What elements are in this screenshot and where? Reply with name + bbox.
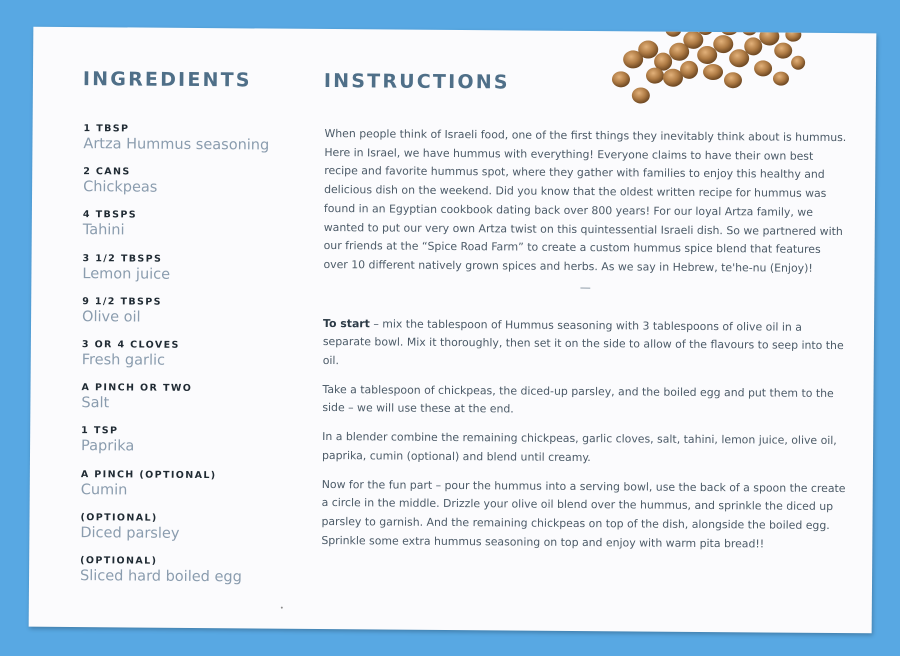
- chickpea: [703, 64, 723, 80]
- print-dot: [281, 607, 283, 609]
- ingredients-heading: INGREDIENTS: [82, 68, 252, 92]
- ingredient-item: [80, 555, 300, 600]
- instructions-body: [321, 125, 848, 564]
- ingredient-name: Olive oil: [82, 308, 141, 326]
- ingredient-item: [81, 425, 301, 470]
- chickpea: [638, 40, 658, 58]
- chickpea: [646, 68, 664, 84]
- chickpea: [791, 56, 805, 70]
- ingredient-quantity: A PINCH OR TWO: [81, 382, 193, 395]
- chickpea: [697, 46, 717, 64]
- ingredient-quantity: (OPTIONAL): [80, 511, 158, 524]
- chickpea: [612, 71, 630, 87]
- chickpea: [720, 27, 738, 36]
- ingredient-item: [81, 469, 301, 514]
- chickpea: [773, 72, 789, 86]
- ingredient-item: [83, 209, 303, 254]
- ingredient-quantity: 1 TSP: [81, 425, 119, 437]
- chickpea: [713, 35, 733, 53]
- step-1-text: – mix the tablespoon of Hummus seasoning with 3 tablespoons of olive oil in a separate bowl. Mix it thoroughly, then set it on the side to allow of the flavours to seep into the oil.: [322, 316, 844, 368]
- ingredient-quantity: 2 CANS: [83, 166, 131, 178]
- chickpea: [724, 72, 742, 88]
- ingredient-name: Lemon juice: [82, 265, 171, 283]
- ingredient-item: [81, 382, 301, 427]
- step-1-lead: To start: [322, 316, 370, 330]
- chickpea: [665, 27, 681, 37]
- ingredient-item: [80, 512, 300, 557]
- instructions-intro: When people think of Israeli food, one of the first things they inevitably think about is hummus. Here in Israel, we have hummus with everything! Everyone claims to have their own best recipe and favorite hummus spot, where they gather with families to enjoy this healthy and delicious dish on the weekend. Did you know that the oldest written recipe for hummus was found in an Egyptian cookbook dating back over 800 years! For our loyal Artza family, we wanted to put our very own Artza twist on this quintessential Israeli dish. So we partnered with our friends at the “Spice Road Farm” to create a custom hummus spice blend that features over 10 different natively grown spices and herbs. As we say in Hebrew, te'he-nu (Enjoy)!: [323, 126, 847, 275]
- chickpea: [754, 60, 772, 76]
- chickpea: [632, 87, 650, 103]
- ingredient-quantity: 3 OR 4 CLOVES: [81, 339, 180, 351]
- instruction-step-1: [323, 315, 847, 375]
- ingredient-name: Fresh garlic: [81, 352, 166, 369]
- chickpea: [744, 37, 762, 55]
- ingredient-item: [82, 253, 302, 298]
- ingredient-quantity: A PINCH (OPTIONAL): [80, 468, 217, 481]
- ingredient-quantity: 4 TBSPS: [82, 209, 138, 221]
- ingredient-quantity: 3 1/2 TBSPS: [82, 252, 163, 265]
- ingredient-name: Cumin: [80, 481, 128, 498]
- ingredient-name: Diced parsley: [80, 524, 180, 542]
- ingredient-item: [82, 339, 302, 384]
- ingredients-list: [80, 123, 304, 600]
- ingredient-name: Salt: [81, 395, 110, 412]
- section-divider: —: [579, 280, 591, 294]
- chickpea: [680, 61, 698, 79]
- chickpea: [759, 27, 779, 45]
- ingredient-item: [83, 166, 303, 211]
- chickpea: [683, 31, 703, 49]
- ingredient-quantity: (OPTIONAL): [80, 554, 158, 567]
- instruction-step-4: Now for the fun part – pour the hummus into a serving bowl, use the back of a spoon the create a circle in the middle. Drizzle your olive oil blend over the hummus, and sprinkle the diced up parsley to garnish. And the remaining chickpeas on top of the dish, alongside the boiled egg. Sprinkle some extra hummus seasoning on top and enjoy with warm pita bread!!: [321, 477, 846, 551]
- chickpea: [663, 69, 683, 87]
- ingredient-name: Artza Hummus seasoning: [83, 136, 270, 154]
- ingredient-item: [83, 123, 303, 168]
- ingredient-quantity: 9 1/2 TBSPS: [82, 295, 162, 308]
- chickpea: [774, 43, 792, 59]
- instruction-step-3: In a blender combine the remaining chickpeas, garlic cloves, salt, tahini, lemon juice, olive oil, paprika, cumin (optional) and blend until creamy.: [321, 430, 837, 464]
- ingredient-name: Chickpeas: [83, 179, 158, 196]
- instructions-heading: INSTRUCTIONS: [323, 69, 510, 94]
- recipe-card: [29, 27, 877, 634]
- ingredient-name: Tahini: [82, 222, 125, 239]
- ingredient-name: Sliced hard boiled egg: [79, 567, 242, 586]
- instruction-step-2: Take a tablespoon of chickpeas, the diced-up parsley, and the boiled egg and put them to the side – we will use these at the end.: [322, 382, 834, 416]
- chickpea: [785, 28, 801, 42]
- chickpeas-image: [593, 27, 814, 113]
- ingredient-quantity: 1 TBSP: [83, 123, 130, 135]
- ingredient-name: Paprika: [81, 438, 135, 455]
- chickpea: [741, 27, 757, 36]
- ingredient-item: [82, 296, 302, 341]
